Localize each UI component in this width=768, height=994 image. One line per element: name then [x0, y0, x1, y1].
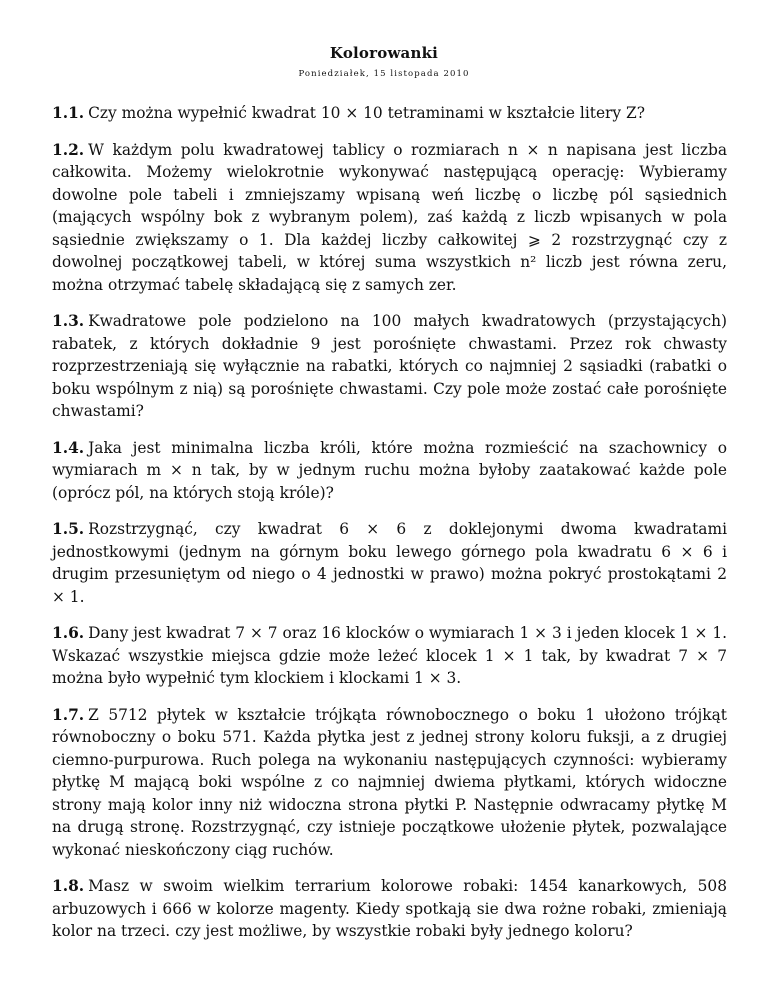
problem-1-6 — [52, 622, 727, 690]
problem-number: 1.4. — [52, 438, 85, 457]
problem-text: Dany jest kwadrat 7 × 7 oraz 16 klocków o wymiarach 1 × 3 i jeden klocek 1 × 1. Wskazać wszystkie miejsca gdzie może leżeć klocek 1 × 1 tak, by kwadrat 7 × 7 można było wypełnić tym klockiem i klockami 1 × 3. — [52, 624, 727, 687]
problem-text: W każdym polu kwadratowej tablicy o rozmiarach n × n napisana jest liczba całkowita. Możemy wielokrotnie wykonywać następującą operację: Wybieramy dowolne pole tabeli i zmniejszamy wpisaną weń liczbę o liczbę pól sąsiednich (mających wspólny bok z wybranym polem), zaś każdą z liczb wpisanych w pola sąsiednie zwiększamy o 1. Dla każdej liczby całkowitej ⩾ 2 rozstrzygnąć czy z dowolnej początkowej tabeli, w której suma wszystkich n² liczb jest równa zeru, można otrzymać tabelę składającą się z samych zer. — [52, 140, 727, 294]
problem-number: 1.1. — [52, 104, 85, 122]
problem-number: 1.7. — [52, 705, 85, 724]
problem-number: 1.5. — [52, 520, 85, 538]
problem-1-8 — [52, 875, 727, 943]
problem-number: 1.3. — [52, 312, 85, 330]
problem-1-1 — [52, 102, 727, 125]
problem-number: 1.6. — [52, 624, 85, 642]
problem-1-3 — [52, 310, 727, 423]
problem-number: 1.8. — [52, 877, 85, 895]
problem-1-2 — [52, 139, 727, 297]
document-date: Poniedziałek, 15 listopada 2010 — [298, 69, 470, 79]
problem-1-5 — [52, 518, 727, 608]
problem-1-7 — [52, 704, 727, 862]
problem-list — [52, 102, 727, 957]
problem-1-4 — [52, 437, 727, 505]
problem-text: Kwadratowe pole podzielono na 100 małych kwadratowych (przystających) rabatek, z których dokładnie 9 jest porośnięte chwastami. Przez rok chwasty rozprzestrzeniają się wyłącznie na rabatki, których co najmniej 2 sąsiadki (rabatki o boku wspólnym z nią) są porośnięte chwastami. Czy pole może zostać całe porośnięte chwastami? — [52, 312, 727, 420]
problem-text: Masz w swoim wielkim terrarium kolorowe robaki: 1454 kanarkowych, 508 arbuzowych i 666 w kolorze magenty. Kiedy spotkają sie dwa rożne robaki, zmieniają kolor na trzeci. czy jest możliwe, by wszystkie robaki były jednego koloru? — [52, 877, 727, 940]
problem-text: Rozstrzygnąć, czy kwadrat 6 × 6 z doklejonymi dwoma kwadratami jednostkowymi (jednym na górnym boku lewego górnego pola kwadratu 6 × 6 i drugim przesuniętym od niego o 4 jednostki w prawo) można pokryć prostokątami 2 × 1. — [52, 520, 727, 606]
problem-text: Czy można wypełnić kwadrat 10 × 10 tetraminami w kształcie litery Z? — [88, 104, 645, 122]
problem-number: 1.2. — [52, 140, 85, 159]
document-title: Kolorowanki — [329, 44, 439, 62]
problem-text: Jaka jest minimalna liczba króli, które można rozmieścić na szachownicy o wymiarach m × n tak, by w jednym ruchu można byłoby zaatakować każde pole (oprócz pól, na których stoją króle)? — [52, 438, 727, 502]
problem-text: Z 5712 płytek w kształcie trójkąta równobocznego o boku 1 ułożono trójkąt równoboczny o boku 571. Każda płytka jest z jednej strony koloru fuksji, a z drugiej ciemno-purpurowa. Ruch polega na wykonaniu następujących czynności: wybieramy płytkę M mającą boki wspólne z co najmniej dwiema płytkami, których widoczne strony mają kolor inny niż widoczna strona płytki P. Następnie odwracamy płytkę M na drugą stronę. Rozstrzygnąć, czy istnieje początkowe ułożenie płytek, pozwalające wykonać nieskończony ciąg ruchów. — [52, 705, 727, 859]
